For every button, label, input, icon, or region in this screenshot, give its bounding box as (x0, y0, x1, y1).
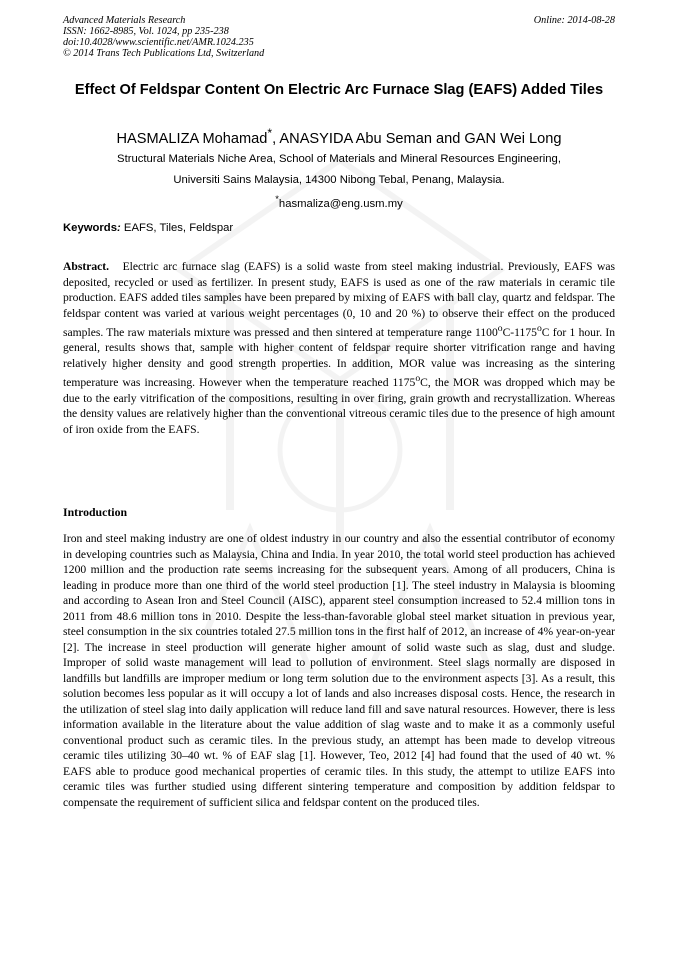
keywords-label: Keywords: (63, 222, 124, 234)
abstract-text-4: C, the MOR was dropped which may be due to the early vitrification of the compositions, resulting in over firing, grain growth and recrystallization. Whereas the density values are relatively higher than the conventional vitreous ceramic tiles due to the presence of high amount of iron oxide from the EAFS. (63, 376, 615, 436)
abstract-text-3: C for 1 hour. In general, results shows that, sample with higher content of feldspar require shorter vitrification range and having relatively higher density and good strength properties. In addition, MOR value was increasing as the sintering temperature was increasing. However when the temperature reached 1175 (63, 325, 616, 390)
abstract-text-1: Electric arc furnace slag (EAFS) is a solid waste from steel making industrial. Previously, EAFS was deposited, recycled or used as fertilizer. In present study, EAFS is used as one of the raw materials in ceramic tile production. EAFS added tiles samples have been prepared by mixing of EAFS with ball clay, quartz and feldspar. The feldspar content was varied at various weight percentages (0, 10 and 20 %) to observe their effect on the produced samples. The raw materials mixture was pressed and then sintered at temperature range 1100 (63, 260, 615, 339)
degree-sup-3: o (415, 373, 421, 385)
paper-title: Effect Of Feldspar Content On Electric Arc Furnace Slag (EAFS) Added Tiles (74, 82, 604, 98)
journal-name: Advanced Materials Research (63, 15, 186, 26)
issn-line: ISSN: 1662-8985, Vol. 1024, pp 235-238 (63, 26, 229, 37)
abstract (63, 259, 615, 437)
degree-sup-1: o (497, 323, 503, 334)
keywords (63, 220, 615, 236)
corresponding-mark: * (267, 126, 273, 140)
introduction-heading: Introduction (63, 505, 128, 519)
author-primary: HASMALIZA Mohamad (116, 130, 268, 147)
email-mark: * (275, 193, 279, 204)
abstract-text-2: C-1175 (502, 325, 537, 339)
doi-line: doi:10.4028/www.scientific.net/AMR.1024.235 (63, 37, 254, 48)
author-others: , ANASYIDA Abu Seman and GAN Wei Long (272, 130, 562, 147)
journal-header (63, 15, 615, 59)
keywords-text: EAFS, Tiles, Feldspar (123, 222, 234, 234)
email-address[interactable]: hasmaliza@eng.usm.my (278, 197, 403, 210)
affiliation-line-2: Universiti Sains Malaysia, 14300 Nibong Tebal, Penang, Malaysia. (173, 174, 505, 186)
affiliation (63, 149, 615, 191)
corresponding-email (63, 191, 615, 212)
affiliation-line-1: Structural Materials Niche Area, School of Materials and Mineral Resources Engineering, (117, 153, 561, 165)
introduction-body: Iron and steel making industry are one of oldest industry in our country and also the essential contributor of economy in developing countries such as Malaysia, China and India. In year 2010, the total world steel production has achieved 1200 million and the production rate seems increasing for the subsequent years. Among of all producers, China is leading in produce more than one third of the world steel production [1]. The steel industry in Malaysia is blooming and according to Asean Iron and Steel Council (AISC), apparent steel consumption increased to 52.4 million tons in 2011 from 48.6 million tons in 2010. Despite the less-than-favorable global steel market situation in previous year, steel consumption in the six countries totaled 27.5 million tons in the first half of 2012, an increase of 4% year-on-year [2]. The increase in steel production will generate higher amount of solid waste such as slag, dust and sludge. Improper of solid waste management will lead to pollution of environment. Steel slags normally are disposed in landfills but landfills are improper medium or long term solution due to the environment aspects [3]. As a result, this solution becomes less popular as it will occupy a lot of lands and also increases disposal costs. Hence, the research in the utilization of steel slag into daily application will reduce land fill and save natural resources. However, there is less information available in the literature about the value addition of slag waste and to make it as a commonly useful conventional product such as ceramic tiles. In the previous study, an attempt has been made to develop vitreous ceramic tiles utilizing 30–40 wt. % of EAF slag [1]. However, Teo, 2012 [4] had found that the used of 40 wt. % EAFS able to produce good mechanical properties of ceramic tiles. In this study, the attempt to utilize EAFS into ceramic tiles was further studied using different sintering temperature and composition by addition feldspar to compensate the requirement of sufficient silica and feldspar content on the produced tiles. (63, 532, 615, 809)
degree-sup-2: o (536, 323, 542, 334)
online-date: Online: 2014-08-28 (533, 15, 615, 26)
author-list (63, 124, 615, 148)
abstract-label: Abstract. (63, 260, 110, 273)
copyright-line: © 2014 Trans Tech Publications Ltd, Switzerland (63, 48, 265, 59)
